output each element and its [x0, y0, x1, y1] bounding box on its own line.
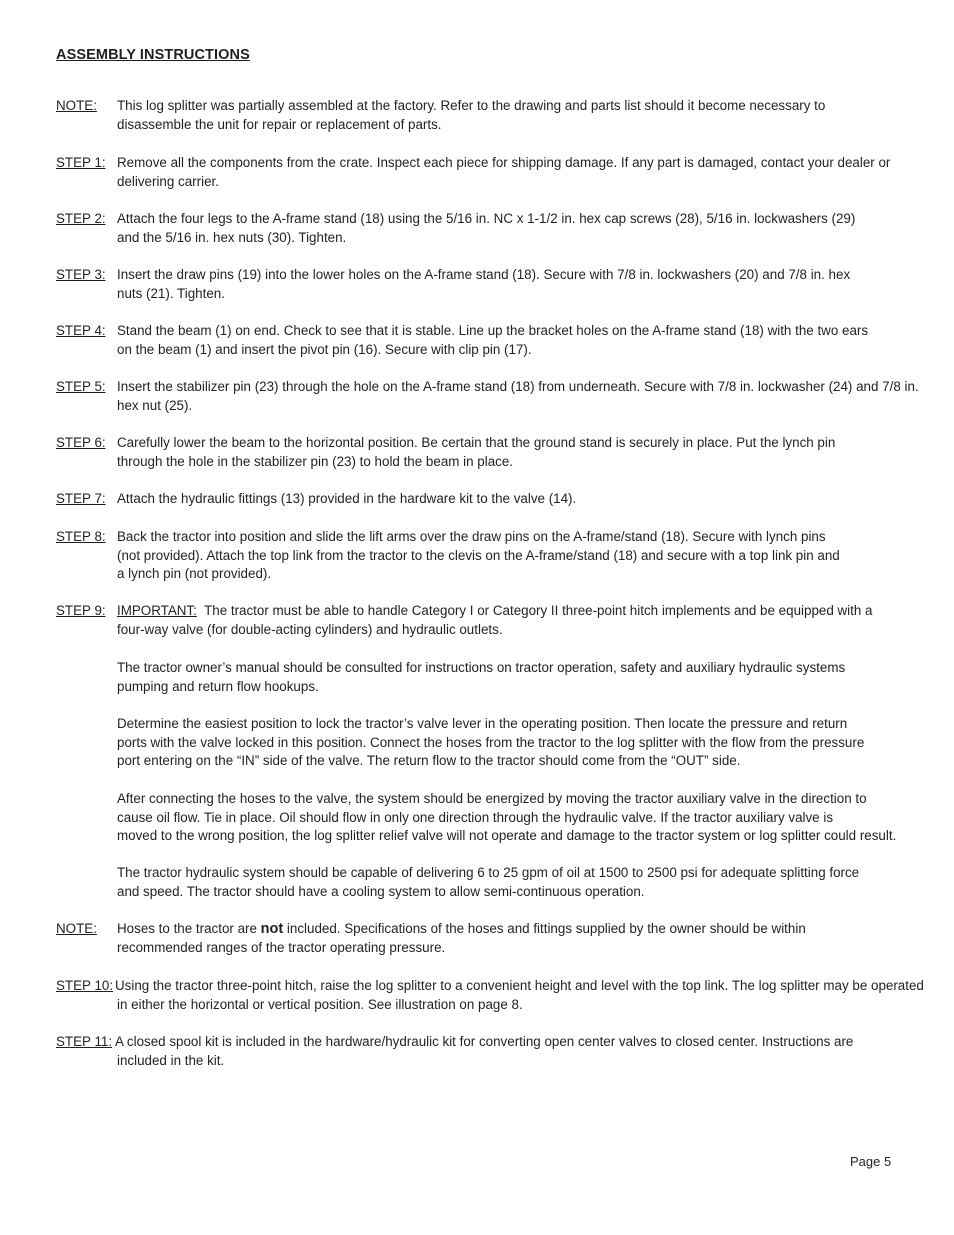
entry-line: recommended ranges of the tractor operating pressure. [117, 939, 446, 955]
entry-body [117, 154, 896, 191]
entry-label-text: STEP 7 [56, 491, 102, 506]
entry-label-colon: : [101, 529, 106, 544]
entry-line: Carefully lower the beam to the horizontal position. Be certain that the ground stand is securely in place. Put the lynch pin [117, 435, 836, 450]
entry-body [117, 490, 896, 509]
entry-line: hex nut (25). [117, 397, 193, 413]
paragraph-line: and speed. The tractor should have a cooling system to allow semi-continuous operation. [117, 883, 645, 899]
entry-body [117, 97, 896, 134]
entry-line-text: Hoses to the tractor are [117, 921, 261, 936]
step-9-paragraph [56, 790, 896, 846]
entry-line: This log splitter was partially assembled at the factory. Refer to the drawing and parts list should it become necessary to [117, 98, 826, 113]
entry-body [117, 378, 919, 415]
entry-label: NOTE: [56, 921, 97, 936]
entry-label: STEP 3: [56, 267, 106, 282]
paragraph-line: The tractor hydraulic system should be capable of delivering 6 to 25 gpm of oil at 1500 to 2500 psi for adequate splitting force [117, 865, 860, 880]
step-2 [56, 210, 896, 247]
entry-label: STEP 2: [56, 211, 106, 226]
step-10 [56, 977, 924, 1014]
entry-line [117, 602, 896, 621]
entry-body [117, 659, 896, 696]
entry-line: through the hole in the stabilizer pin (23) to hold the beam in place. [117, 453, 514, 469]
entry-line: Back the tractor into position and slide the lift arms over the draw pins on the A-frame/stand (18). Secure with lynch pins [117, 529, 826, 544]
step-5 [56, 378, 919, 415]
note-entry [56, 97, 896, 134]
entry-body [117, 266, 896, 303]
entry-line-text: included. Specifications of the hoses and fittings supplied by the owner should be within [283, 921, 806, 936]
entry-body [117, 864, 896, 901]
entry-line: Insert the draw pins (19) into the lower holes on the A-frame stand (18). Secure with 7/8 in. lockwashers (20) and 7/8 in. hex [117, 267, 851, 282]
entry-body [117, 1033, 896, 1070]
entry-label: STEP 9: [56, 603, 106, 618]
page-number: Page 5 [850, 1154, 892, 1169]
entry-label: STEP 11: [56, 1034, 113, 1049]
paragraph-line: port entering on the “IN” side of the valve. The return flow to the tractor should come from the “OUT” side. [117, 753, 741, 769]
step-1 [56, 154, 896, 191]
entry-line: Attach the four legs to the A-frame stand (18) using the 5/16 in. NC x 1-1/2 in. hex cap screws (28), 5/16 in. lockwashers (29) [117, 211, 856, 226]
paragraph-line: pumping and return flow hookups. [117, 678, 319, 694]
entry-body [117, 790, 896, 846]
entry-line: disassemble the unit for repair or replacement of parts. [117, 116, 442, 132]
entry-body [115, 977, 924, 1014]
entry-label: NOTE: [56, 98, 97, 113]
paragraph-line: After connecting the hoses to the valve, the system should be energized by moving the tractor auxiliary valve in the direction to [117, 791, 867, 806]
entry-body [117, 322, 896, 359]
entry-line: delivering carrier. [117, 173, 219, 189]
entry-body [117, 602, 896, 639]
step-6 [56, 434, 896, 471]
entry-label: STEP 5: [56, 379, 106, 394]
entry-label-text: STEP 8 [56, 529, 102, 544]
entry-line: Stand the beam (1) on end. Check to see that it is stable. Line up the bracket holes on the A-frame stand (18) with the two ears [117, 323, 869, 338]
paragraph-line: The tractor owner’s manual should be consulted for instructions on tractor operation, safety and auxiliary hydraulic systems [117, 660, 846, 675]
step-8 [56, 528, 896, 584]
entry-line: a lynch pin (not provided). [117, 566, 272, 582]
entry-line: Remove all the components from the crate. Inspect each piece for shipping damage. If any part is damaged, contact your dealer or [117, 155, 891, 170]
entry-line: in either the horizontal or vertical position. See illustration on page 8. [117, 996, 523, 1012]
entry-body [117, 920, 896, 957]
step-9-paragraph [56, 864, 896, 901]
entry-line: (not provided). Attach the top link from the tractor to the clevis on the A-frame/stand (18) and secure with a top link pin and [117, 547, 840, 563]
paragraph-line: ports with the valve locked in this position. Connect the hoses from the tractor to the log splitter with the flow from the pressure [117, 734, 865, 750]
entry-label: STEP 10: [56, 978, 114, 993]
entry-line: Insert the stabilizer pin (23) through the hole on the A-frame stand (18) from underneath. Secure with 7/8 in. lockwasher (24) and 7/8 in. [117, 379, 919, 394]
page-title: ASSEMBLY INSTRUCTIONS [56, 47, 250, 63]
entry-label: STEP 4: [56, 323, 106, 338]
entry-label: STEP 6: [56, 435, 106, 450]
entry-line: on the beam (1) and insert the pivot pin (16). Secure with clip pin (17). [117, 341, 532, 357]
entry-label [56, 490, 106, 509]
step-3 [56, 266, 896, 303]
entry-body [117, 210, 896, 247]
entry-label: STEP 1: [56, 155, 106, 170]
entry-line: included in the kit. [117, 1052, 225, 1068]
entry-line: four-way valve (for double-acting cylinders) and hydraulic outlets. [117, 621, 503, 637]
entry-body [117, 715, 896, 771]
entry-line: nuts (21). Tighten. [117, 285, 225, 301]
note-entry-hoses [56, 920, 896, 957]
entry-label-colon: : [101, 491, 106, 506]
step-11 [56, 1033, 896, 1070]
paragraph-line: cause oil flow. Tie in place. Oil should flow in only one direction through the hydraulic valve. If the tractor auxiliary valve is [117, 809, 834, 825]
emphasis-not: not [260, 921, 284, 937]
entry-body [117, 434, 896, 471]
important-label: IMPORTANT: [117, 603, 197, 618]
step-7 [56, 490, 896, 509]
step-9 [56, 602, 896, 639]
entry-line-text: The tractor must be able to handle Category I or Category II three-point hitch implements and be equipped with a [204, 603, 873, 618]
entry-label [56, 528, 106, 547]
entry-line [117, 920, 896, 939]
paragraph-line: Determine the easiest position to lock the tractor’s valve lever in the operating position. Then locate the pressure and return [117, 716, 848, 731]
entry-line: Attach the hydraulic fittings (13) provided in the hardware kit to the valve (14). [117, 491, 577, 506]
step-9-paragraph [56, 659, 896, 696]
step-4 [56, 322, 896, 359]
entry-line: A closed spool kit is included in the hardware/hydraulic kit for converting open center valves to closed center. Instructions are [115, 1034, 854, 1049]
entry-body [117, 528, 896, 584]
paragraph-line: moved to the wrong position, the log splitter relief valve will not operate and damage to the tractor system or log splitter could result. [117, 828, 897, 844]
entry-line: and the 5/16 in. hex nuts (30). Tighten. [117, 229, 347, 245]
step-9-paragraph [56, 715, 896, 771]
entry-line: Using the tractor three-point hitch, raise the log splitter to a convenient height and level with the top link. The log splitter may be operated [115, 978, 924, 993]
